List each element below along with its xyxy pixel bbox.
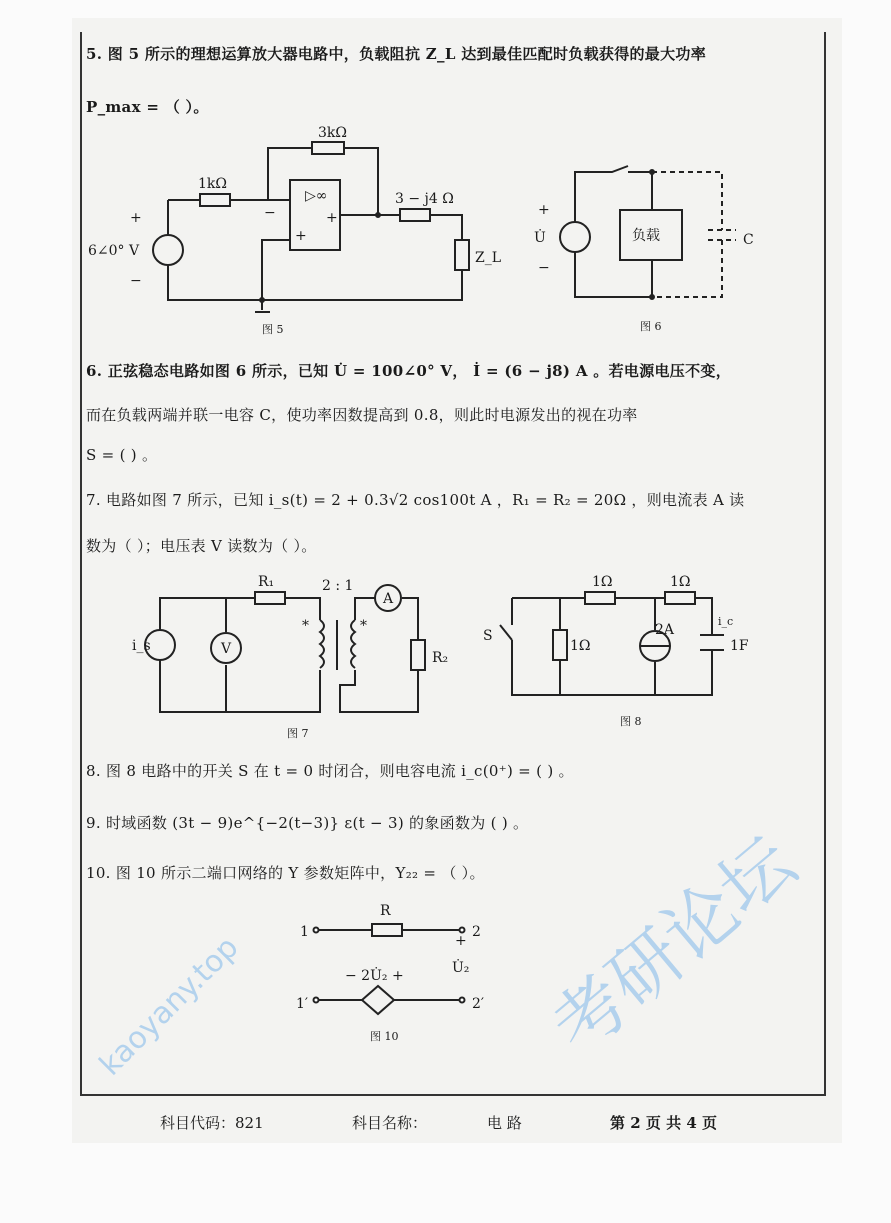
figure-6 (534, 166, 754, 333)
fig8-resistor-b-label: 1Ω (670, 574, 691, 590)
q7-line2: 数为（ ）；电压表 V 读数为（ ）。 (86, 537, 317, 555)
fig5-minus: − (130, 273, 142, 289)
fig5-plus: + (130, 210, 142, 226)
fig10-port2: 2 (472, 924, 481, 940)
fig8-switch-label: S (483, 628, 493, 644)
fig6-capacitor-label: C (743, 232, 754, 248)
fig10-plus: + (455, 933, 467, 949)
fig7-ammeter-label: A (383, 591, 394, 607)
q10-line1: 10. 图 10 所示二端口网络的 Y 参数矩阵中，Y₂₂ = （ ）。 (86, 864, 485, 882)
fig7-r1-label: R₁ (258, 574, 275, 590)
fig5-source-label: 6∠0° V (88, 243, 140, 259)
fig7-turns-ratio: 2 : 1 (322, 578, 354, 594)
fig5-input-resistor-label: 1kΩ (198, 176, 227, 192)
fig8-caption: 图 8 (620, 715, 642, 728)
footer-subject-name-label: 科目名称： (352, 1114, 428, 1132)
fig7-dot-secondary: * (360, 618, 367, 634)
footer-subject-code: 科目代码：821 (160, 1114, 264, 1132)
fig10-caption: 图 10 (370, 1030, 399, 1043)
fig6-plus: + (538, 202, 550, 218)
q9-line1: 9. 时域函数 (3t − 9)e^{−2(t−3)} ε(t − 3) 的象函数为 ( ) 。 (86, 814, 529, 832)
fig6-source-label: U̇ (534, 230, 546, 246)
fig10-port1-prime: 1′ (296, 996, 309, 1012)
q6-line1: 6. 正弦稳态电路如图 6 所示，已知 U̇ = 100∠0° V， İ = (6 − j8) A 。若电源电压不变， (86, 362, 731, 380)
fig5-opamp-symbol: ▷∞ (305, 188, 328, 204)
q8-line1: 8. 图 8 电路中的开关 S 在 t = 0 时闭合，则电容电流 i_c(0⁺) = ( ) 。 (86, 762, 574, 780)
fig8-capacitor-label: 1F (730, 638, 749, 654)
fig10-u2-label: U̇₂ (452, 960, 470, 976)
fig5-opamp-plus: + (295, 228, 307, 244)
fig7-voltmeter-label: V (221, 641, 232, 657)
fig7-source-label: i_s (132, 638, 151, 654)
fig7-r2-label: R₂ (432, 650, 449, 666)
fig5-opamp-out-plus: + (326, 210, 338, 226)
fig10-port1: 1 (300, 924, 309, 940)
fig10-controlled-source-label: − 2U̇₂ + (345, 968, 404, 984)
footer-subject-name: 电 路 (487, 1114, 522, 1132)
fig7-dot-primary: * (302, 618, 309, 634)
fig8-resistor-c-label: 1Ω (570, 638, 591, 654)
fig6-caption: 图 6 (640, 320, 662, 333)
fig10-port2-prime: 2′ (472, 996, 485, 1012)
q6-line3: S = ( ) 。 (86, 446, 158, 464)
fig5-series-impedance-label: 3 − j4 Ω (395, 191, 454, 207)
q6-line2: 而在负载两端并联一电容 C，使功率因数提高到 0.8，则此时电源发出的视在功率 (86, 406, 638, 424)
q5-line1: 5. 图 5 所示的理想运算放大器电路中，负载阻抗 Z_L 达到最佳匹配时负载获得的最大功率 (86, 45, 707, 63)
q7-line1: 7. 电路如图 7 所示，已知 i_s(t) = 2 + 0.3√2 cos100t A ，R₁ = R₂ = 20Ω ，则电流表 A 读 (86, 491, 745, 509)
fig6-minus: − (538, 260, 550, 276)
fig8-current-source-label: 2A (655, 622, 675, 638)
fig5-caption: 图 5 (262, 323, 284, 336)
footer-page-number: 第 2 页 共 4 页 (610, 1114, 717, 1132)
fig8-resistor-a-label: 1Ω (592, 574, 613, 590)
fig5-opamp-minus: − (264, 205, 276, 221)
watermark-url: kaoyany.top (92, 929, 246, 1083)
fig7-caption: 图 7 (287, 727, 309, 740)
fig5-feedback-resistor-label: 3kΩ (318, 125, 347, 141)
fig10-resistor-label: R (380, 903, 391, 919)
figure-8 (483, 574, 749, 728)
q5-line2: P_max = （ ）。 (86, 98, 209, 116)
fig6-load-label: 负载 (632, 228, 660, 244)
fig8-ic-label: i_c (718, 615, 734, 628)
fig5-load-label: Z_L (475, 250, 502, 266)
watermark-chinese: 考研论坛 (536, 820, 811, 1070)
figure-7 (132, 574, 448, 740)
figure-10 (296, 903, 484, 1043)
figure-5 (88, 125, 501, 336)
